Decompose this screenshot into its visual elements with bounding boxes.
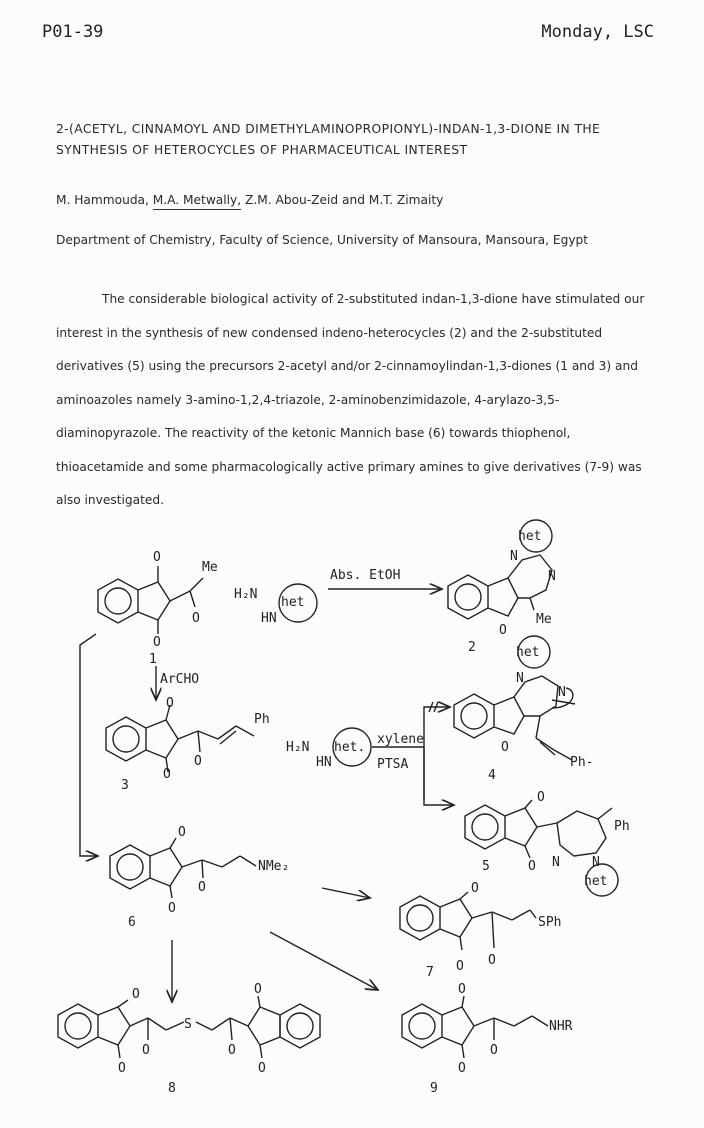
phenyl-label: Ph [614,819,630,834]
nitrogen-label: N [552,855,560,870]
structure-compound-3 [106,696,270,793]
methyl-label: Me [536,612,552,627]
nitrogen-label: N [558,685,566,700]
compound-number: 2 [468,640,476,655]
structure-compound-4 [454,636,593,783]
compound-number: 9 [430,1081,438,1096]
amine-h2n-label: H₂N [286,740,310,755]
structure-compound-9 [402,982,573,1096]
oxygen-label: O [254,982,262,997]
author-presenting: M.A. Metwally, [153,193,241,210]
oxygen-label: O [499,623,507,638]
reagent-label: xylene [377,732,424,747]
aminoazole-reagent [234,584,317,626]
oxygen-label: O [118,1061,126,1076]
nitrogen-label: N [592,855,600,870]
phenyl-label: Ph [254,712,270,727]
het-label: het [281,595,305,610]
abstract-paragraph: The considerable biological activity of 2-substituted indan-1,3-dione have stimulated our interest in the synthesis of new condensed indeno-heterocycles (2) and the 2-substituted derivatives (5) using the precursors 2-acetyl and/or 2-cinnamoylindan-1,3-diones (1 and 3) and aminoazoles namely 3-amino-1,2,4-triazole, 2-aminobenzimidazole, 4-arylazo-3,5-diaminopyrazole. The reactivity of the ketonic Mannich base (6) towards thiophenol, thioacetamide and some pharmacologically active primary amines to give derivatives (7-9) was also investigated. [56,292,645,507]
nitrogen-label: N [510,549,518,564]
amine-hn-label: HN [261,611,277,626]
structure-compound-6 [110,825,289,930]
compound-number: 5 [482,859,490,874]
nitrogen-label: N [548,569,556,584]
author-others: Z.M. Abou-Zeid and M.T. Zimaity [245,193,444,207]
structure-compound-2 [448,520,556,655]
reagent-label: Abs. EtOH [330,568,401,583]
oxygen-label: O [228,1043,236,1058]
oxygen-label: O [258,1061,266,1076]
oxygen-label: O [153,635,161,650]
compound-number: 8 [168,1081,176,1096]
oxygen-label: O [471,881,479,896]
oxygen-label: O [458,1061,466,1076]
oxygen-label: O [132,987,140,1002]
reagent-label: ArCHO [160,672,200,687]
structure-compound-5 [465,790,630,896]
compound-number: 7 [426,965,434,980]
oxygen-label: O [166,696,174,711]
sulfur-label: S [184,1017,192,1032]
author-1: M. Hammouda, [56,193,149,207]
compound-number: 6 [128,915,136,930]
oxygen-label: O [501,740,509,755]
amine-hn-label: HN [316,755,332,770]
session-label: Monday, LSC [541,22,654,42]
methyl-label: Me [202,560,218,575]
oxygen-label: O [153,550,161,565]
oxygen-label: O [490,1043,498,1058]
compound-number: 3 [121,778,129,793]
phenyl-label: Ph- [570,755,594,770]
dimethylamino-label: NMe₂ [258,859,290,874]
het-label: het [516,645,540,660]
abstract-code: P01-39 [42,22,104,42]
structure-compound-8 [58,982,320,1096]
amine-h2n-label: H₂N [234,587,258,602]
compound-number: 1 [149,652,157,667]
reaction-arrow [270,932,378,990]
oxygen-label: O [198,880,206,895]
reagent-label: PTSA [377,757,409,772]
compound-number: 4 [488,768,496,783]
reaction-arrow [322,888,370,898]
oxygen-label: O [142,1043,150,1058]
reaction-arrow [80,634,98,856]
oxygen-label: O [458,982,466,997]
thiophenyl-label: SPh [538,915,562,930]
het-label: het. [334,740,366,755]
oxygen-label: O [168,901,176,916]
oxygen-label: O [178,825,186,840]
oxygen-label: O [163,767,171,782]
oxygen-label: O [488,953,496,968]
oxygen-label: O [537,790,545,805]
paper-title: 2-(ACETYL, CINNAMOYL AND DIMETHYLAMINOPROPIONYL)-INDAN-1,3-DIONE IN THE SYNTHESIS OF HETEROCYCLES OF PHARMACEUTICAL INTEREST [56,122,601,157]
oxygen-label: O [456,959,464,974]
nitrogen-label: N [516,671,524,686]
structure-compound-1 [98,550,218,667]
oxygen-label: O [192,611,200,626]
oxygen-label: O [528,859,536,874]
oxygen-label: O [194,754,202,769]
amine-nhr-label: NHR [549,1019,573,1034]
aminoazole-reagent [286,728,371,770]
affiliation: Department of Chemistry, Faculty of Science, University of Mansoura, Mansoura, Egypt [56,233,589,247]
reaction-arrow [424,707,450,800]
het-label: het [584,874,608,889]
structure-compound-7 [400,881,561,980]
reaction-arrow [424,747,454,805]
het-label: het [518,529,542,544]
